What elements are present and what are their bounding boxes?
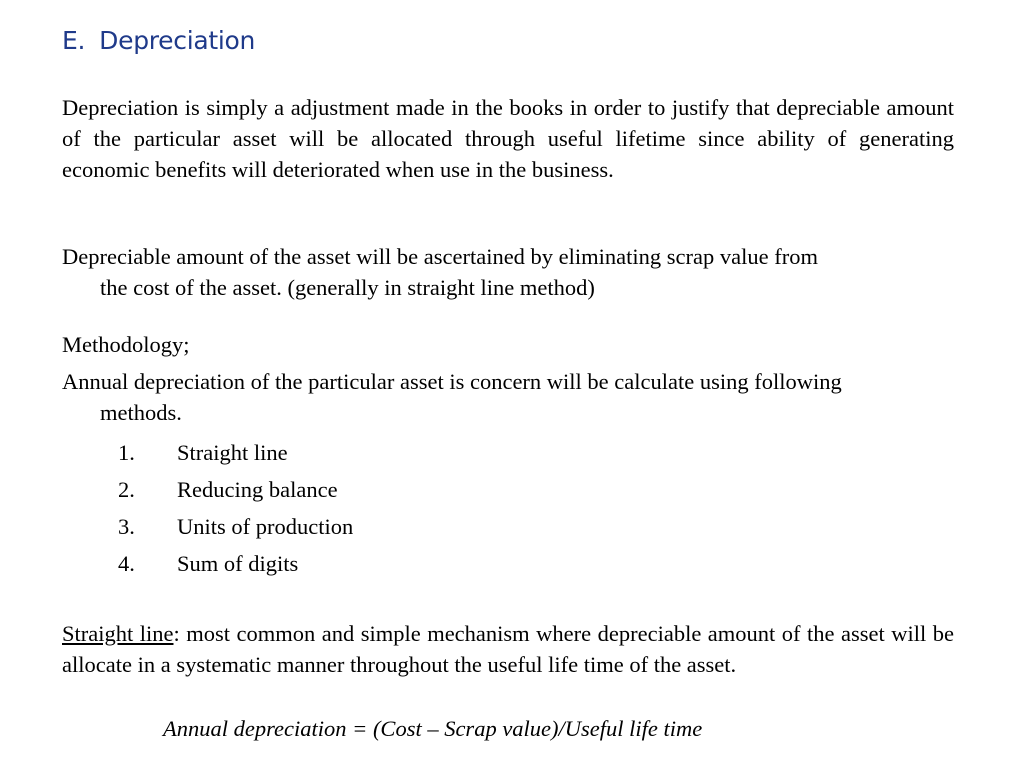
paragraph-line-indented: methods. (100, 400, 182, 425)
list-item-number: 4. (118, 551, 135, 576)
list-item (118, 471, 353, 508)
depreciable-amount-paragraph (62, 241, 954, 303)
list-item-label: Reducing balance (177, 477, 338, 502)
list-item (118, 434, 353, 471)
intro-paragraph: Depreciation is simply a adjustment made in the books in order to justify that depreciable amount of the particular asset will be allocated through useful lifetime since ability of generating economic benefits will deteriorated when use in the business. (62, 95, 954, 182)
list-item-label: Sum of digits (177, 551, 299, 576)
straight-line-term: Straight line (62, 621, 174, 646)
list-item-number: 1. (118, 440, 135, 465)
straight-line-paragraph (62, 618, 954, 680)
list-item-number: 2. (118, 477, 135, 502)
methods-list (118, 434, 353, 582)
page-title (62, 26, 255, 55)
list-item-label: Straight line (177, 440, 288, 465)
paragraph-line: Annual depreciation of the particular asset is concern will be calculate using following (62, 369, 842, 394)
list-item (118, 545, 353, 582)
straight-line-definition: : most common and simple mechanism where depreciable amount of the asset will be allocate in a systematic manner throughout the useful life time of the asset. (62, 621, 954, 677)
methodology-heading: Methodology; (62, 332, 190, 357)
list-item-label: Units of production (177, 514, 354, 539)
list-item (118, 508, 353, 545)
title-text: Depreciation (99, 26, 256, 55)
depreciation-formula: Annual depreciation = (Cost – Scrap value)/Useful life time (163, 716, 703, 741)
paragraph-line: Depreciable amount of the asset will be ascertained by eliminating scrap value from (62, 244, 818, 269)
methods-intro-paragraph (62, 366, 954, 428)
title-number: E. (62, 26, 86, 55)
list-item-number: 3. (118, 514, 135, 539)
paragraph-line-indented: the cost of the asset. (generally in straight line method) (100, 275, 595, 300)
